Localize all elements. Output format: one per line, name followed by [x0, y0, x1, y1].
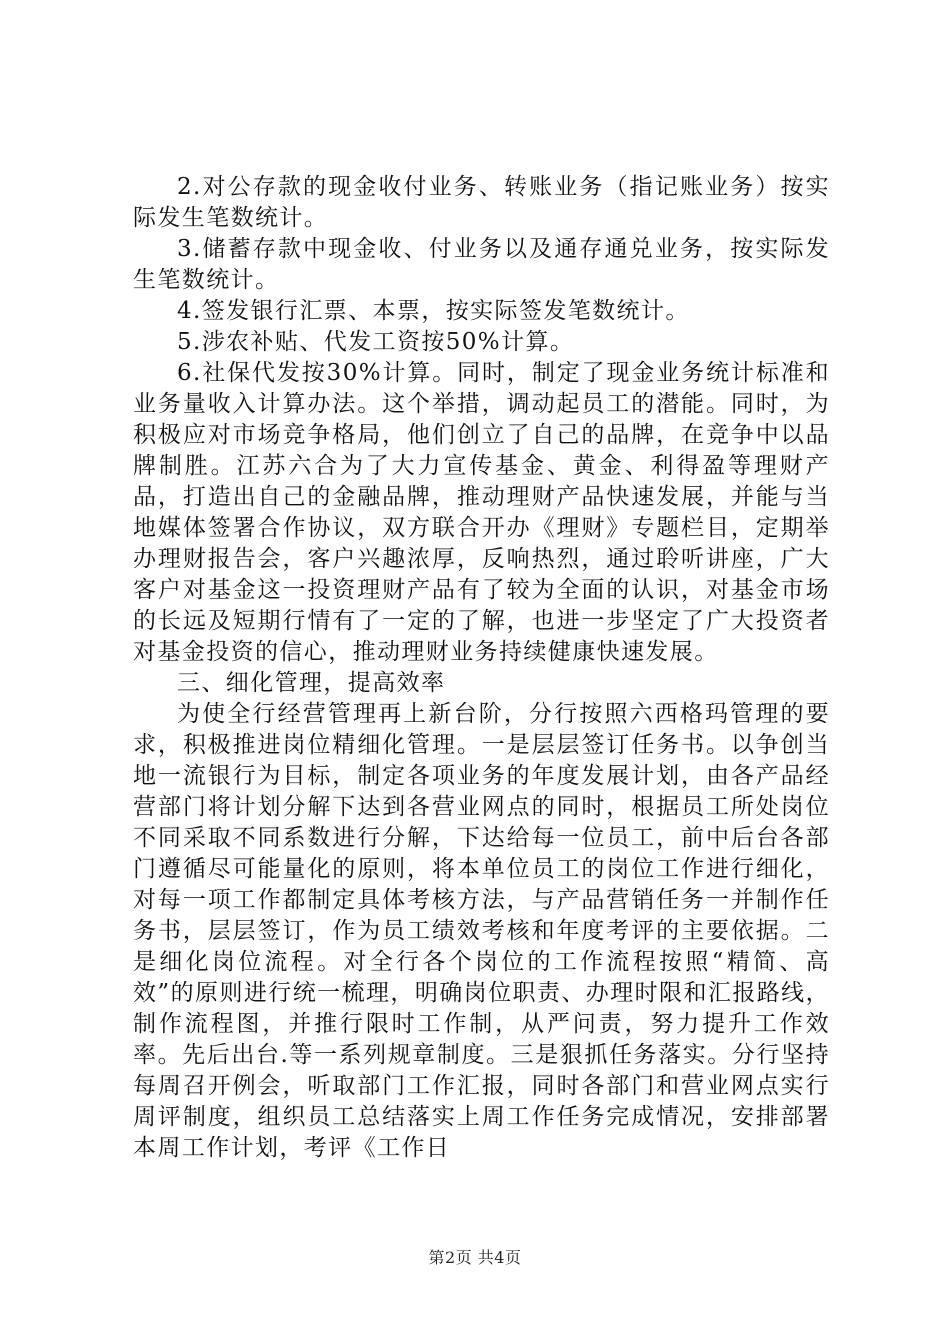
paragraph-item-3: 3.储蓄存款中现金收、付业务以及通存通兑业务，按实际发生笔数统计。 [133, 236, 830, 293]
document-body [133, 172, 830, 1164]
paragraph-item-5: 5.涉农补贴、代发工资按50%计算。 [177, 329, 575, 355]
page-number-footer: 第2页 共4页 [428, 1248, 522, 1267]
paragraph-item-4: 4.签发银行汇票、本票，按实际签发笔数统计。 [177, 298, 690, 324]
paragraph-item-2: 2.对公存款的现金收付业务、转账业务（指记账业务）按实际发生笔数统计。 [133, 174, 830, 231]
paragraph-item-6: 6.社保代发按30%计算。同时，制定了现金业务统计标准和业务量收入计算办法。这个举措，调动起员工的潜能。同时，为积极应对市场竞争格局，他们创立了自己的品牌，在竞争中以品牌制胜。江苏六合为了大力宣传基金、黄金、利得盈等理财产品，打造出自己的金融品牌，推动理财产品快速发展，并能与当地媒体签署合作协议，双方联合开办《理财》专题栏目，定期举办理财报告会，客户兴趣浓厚，反响热烈，通过聆听讲座，广大客户对基金这一投资理财产品有了较为全面的认识，对基金市场的长远及短期行情有了一定的了解，也进一步坚定了广大投资者对基金投资的信心，推动理财业务持续健康快速发展。 [133, 360, 830, 665]
section-heading: 三、细化管理，提高效率 [177, 670, 446, 696]
section-body-paragraph: 为使全行经营管理再上新台阶，分行按照六西格玛管理的要求，积极推进岗位精细化管理。一是层层签订任务书。以争创当地一流银行为目标，制定各项业务的年度发展计划，由各产品经营部门将计划分解下达到各营业网点的同时，根据员工所处岗位不同采取不同系数进行分解，下达给每一位员工，前中后台各部门遵循尽可能量化的原则，将本单位员工的岗位工作进行细化，对每一项工作都制定具体考核方法，与产品营销任务一并制作任务书，层层签订，作为员工绩效考核和年度考评的主要依据。二是细化岗位流程。对全行各个岗位的工作流程按照“精简、高效”的原则进行统一梳理，明确岗位职责、办理时限和汇报路线，制作流程图，并推行限时工作制，从严问责，努力提升工作效率。先后出台.等一系列规章制度。三是狠抓任务落实。分行坚持每周召开例会，听取部门工作汇报，同时各部门和营业网点实行周评制度，组织员工总结落实上周工作任务完成情况，安排部署本周工作计划，考评《工作日 [133, 701, 830, 1161]
